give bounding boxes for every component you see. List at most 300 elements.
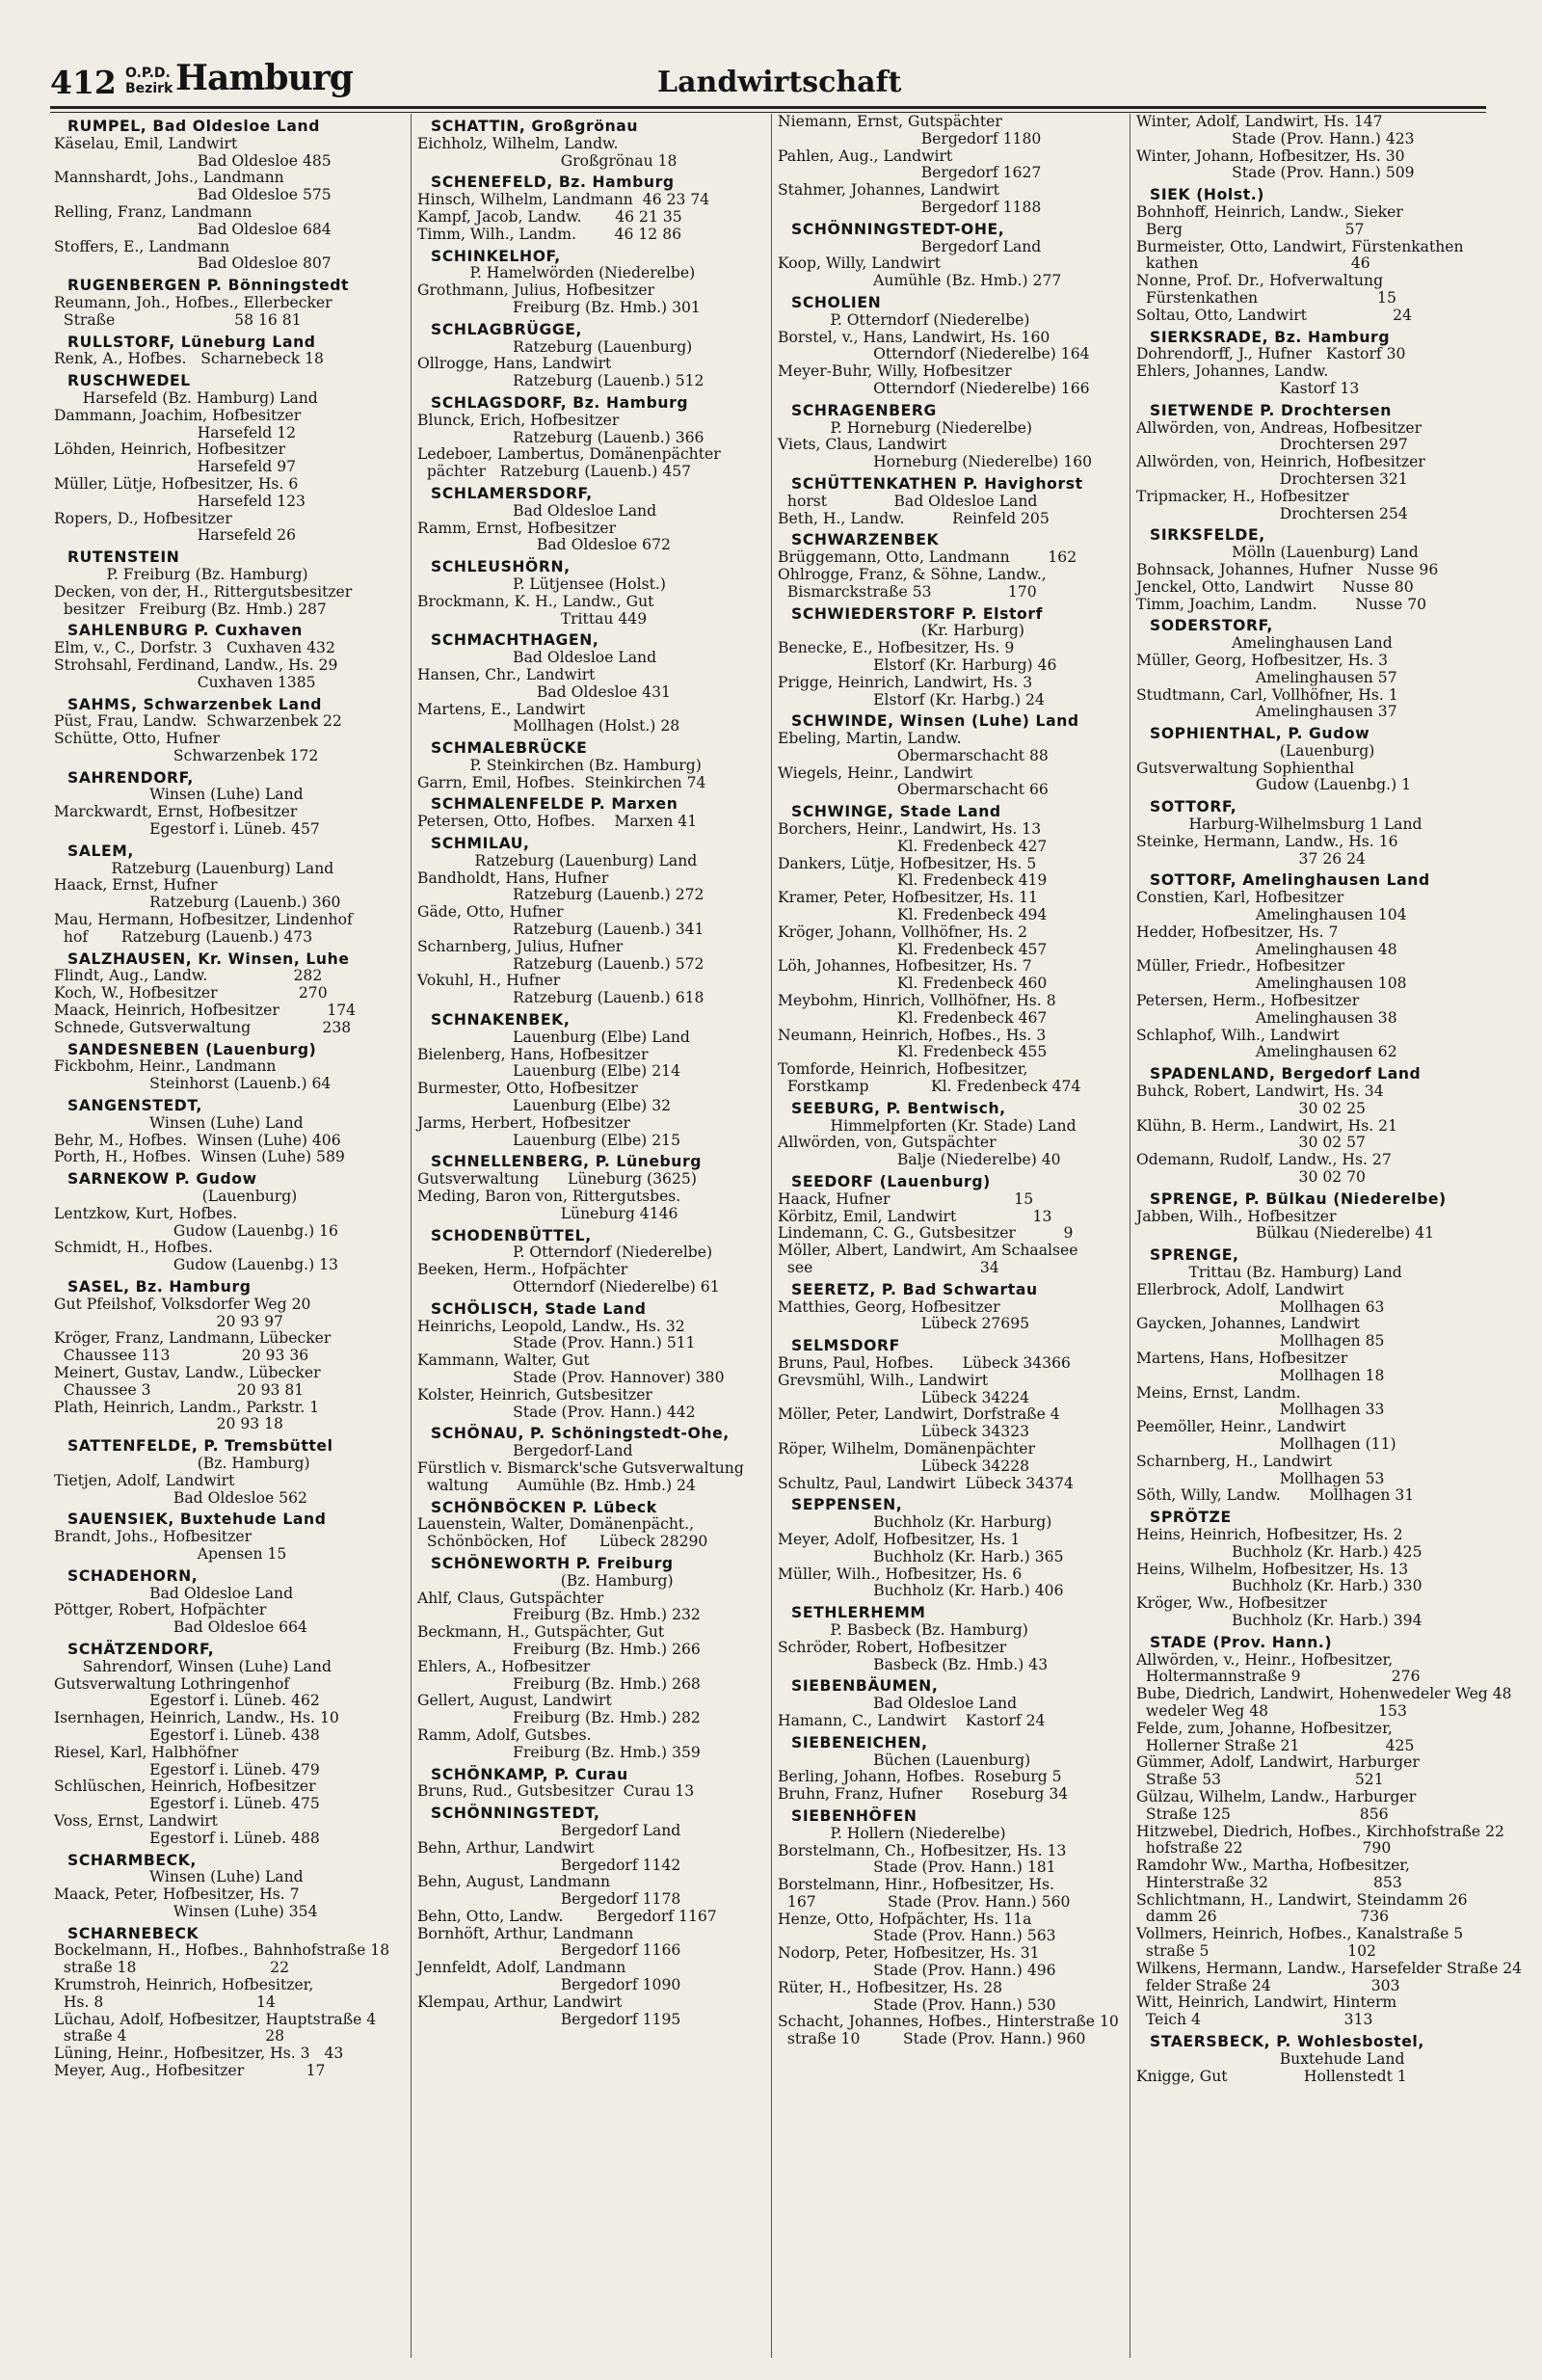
entry-line: Ratzeburg (Lauenb.) 272 xyxy=(417,886,705,904)
entry-line: Drochtersen 321 xyxy=(1136,469,1408,488)
entry-line: P. Horneburg (Niederelbe) xyxy=(778,418,1033,437)
entry-line: Kröger, Franz, Landmann, Lübecker xyxy=(54,1329,332,1348)
entry-line: Strohsahl, Ferdinand, Landw., Hs. 29 xyxy=(54,655,338,674)
town-heading: SCHARMBECK, xyxy=(67,1851,197,1869)
entry-line: Lübeck 34224 xyxy=(778,1388,1030,1406)
entry-line: Koop, Willy, Landwirt xyxy=(778,254,942,273)
entry-line: Wiegels, Heinr., Landwirt xyxy=(778,763,973,782)
opd-text: O.P.D. xyxy=(125,66,171,81)
entry-line: Ramdohr Ww., Martha, Hofbesitzer, xyxy=(1136,1857,1411,1875)
entry-line: Ehlers, Johannes, Landw. xyxy=(1136,362,1329,381)
entry-line: besitzer Freiburg (Bz. Hmb.) 287 xyxy=(54,600,327,618)
entry-line: Plath, Heinrich, Landm., Parkstr. 1 xyxy=(54,1398,320,1416)
entry-line: Egestorf i. Lüneb. 479 xyxy=(54,1760,320,1778)
entry-line: Mollhagen (11) xyxy=(1136,1434,1396,1453)
entry-line: horst Bad Oldesloe Land xyxy=(778,492,1038,510)
entry-line: Odemann, Rudolf, Landw., Hs. 27 xyxy=(1136,1151,1392,1169)
entry-line: Bad Oldesloe 562 xyxy=(54,1488,307,1507)
town-heading: SCHÜTTENKATHEN P. Havighorst xyxy=(791,474,1083,493)
entry-line: Bergedorf Land xyxy=(417,1821,681,1839)
entry-line: Bandholdt, Hans, Hufner xyxy=(417,869,609,887)
town-heading: STAERSBECK, P. Wohlesbostel, xyxy=(1150,2033,1424,2051)
entry-line: Ratzeburg (Lauenb.) 572 xyxy=(417,954,705,973)
entry-line: Trittau (Bz. Hamburg) Land xyxy=(1136,1264,1402,1281)
town-heading: SCHLAGSDORF, Bz. Hamburg xyxy=(431,393,689,412)
entry-line: Harsefeld 12 xyxy=(54,423,297,441)
entry-line: Viets, Claus, Landwirt xyxy=(778,436,947,454)
entry-line: Bockelmann, H., Hofbes., Bahnhofstraße 18 xyxy=(54,1941,390,1960)
entry-line: Lübeck 34323 xyxy=(778,1423,1030,1441)
town-heading: SIEBENBÄUMEN, xyxy=(791,1677,939,1696)
town-heading: SELMSDORF xyxy=(791,1337,900,1355)
entry-line: Schmidt, H., Hofbes. xyxy=(54,1239,213,1257)
town-heading: SCHWIEDERSTORF P. Elstorf xyxy=(791,604,1044,623)
entry-line: Harsefeld (Bz. Hamburg) Land xyxy=(54,388,318,407)
entry-line: Renk, A., Hofbes. Scharnebeck 18 xyxy=(54,350,324,368)
town-heading: SCHLAMERSDORF, xyxy=(431,484,593,502)
opd-label xyxy=(125,66,173,96)
entry-line: Basbeck (Bz. Hmb.) 43 xyxy=(778,1655,1049,1673)
header-rule xyxy=(50,106,1486,113)
column-2 xyxy=(411,114,760,2358)
entry-line: Lüneburg 4146 xyxy=(417,1204,678,1222)
entry-line: Lauenburg (Elbe) Land xyxy=(417,1028,690,1046)
entry-line: Bielenberg, Hans, Hofbesitzer xyxy=(417,1045,649,1063)
entry-line: Lauenburg (Elbe) 32 xyxy=(417,1097,672,1115)
section-title: Landwirtschaft xyxy=(657,66,902,99)
entry-line: Voss, Ernst, Landwirt xyxy=(54,1811,218,1830)
town-heading: SODERSTORF, xyxy=(1150,617,1273,635)
town-heading: SCHÖLISCH, Stade Land xyxy=(431,1299,647,1318)
town-heading: SEEBURG, P. Bentwisch, xyxy=(791,1099,1006,1117)
entry-line: Müller, Georg, Hofbesitzer, Hs. 3 xyxy=(1136,651,1389,669)
entry-line: 37 26 24 xyxy=(1136,849,1366,868)
town-heading: RUMPEL, Bad Oldesloe Land xyxy=(67,118,320,135)
entry-line: Harburg-Wilhelmsburg 1 Land xyxy=(1136,816,1422,834)
entry-line: Mollhagen 33 xyxy=(1136,1401,1385,1419)
entry-line: Heins, Heinrich, Hofbesitzer, Hs. 2 xyxy=(1136,1525,1403,1543)
entry-line: Bad Oldesloe 807 xyxy=(54,254,332,273)
entry-line: Aumühle (Bz. Hmb.) 277 xyxy=(778,272,1062,290)
entry-line: (Lauenburg) xyxy=(54,1188,298,1206)
entry-line: Benecke, E., Hofbesitzer, Hs. 9 xyxy=(778,639,1015,657)
town-heading: SCHÖNNINGSTEDT-OHE, xyxy=(791,220,1005,238)
entry-line: hofstraße 22 790 xyxy=(1136,1839,1392,1858)
entry-line: Winsen (Luhe) Land xyxy=(54,1113,304,1132)
entry-line: P. Basbeck (Bz. Hamburg) xyxy=(778,1620,1028,1639)
entry-line: 30 02 70 xyxy=(1136,1168,1366,1187)
entry-line: Witt, Heinrich, Landwirt, Hinterm xyxy=(1136,1993,1397,2012)
entry-line: Straße 53 521 xyxy=(1136,1771,1384,1789)
entry-line: Müller, Lütje, Hofbesitzer, Hs. 6 xyxy=(54,474,299,493)
entry-line: straße 10 Stade (Prov. Hann.) 960 xyxy=(778,2030,1086,2048)
bezirk-text: Bezirk xyxy=(125,81,173,96)
entry-line: Mölln (Lauenburg) Land xyxy=(1136,544,1419,562)
entry-line: Allwörden, von, Andreas, Hofbesitzer xyxy=(1136,418,1422,437)
entry-line: Jabben, Wilh., Hofbesitzer xyxy=(1136,1207,1337,1225)
entry-line: Bad Oldesloe Land xyxy=(417,501,657,520)
entry-line: Amelinghausen 62 xyxy=(1136,1043,1397,1061)
town-heading: SALZHAUSEN, Kr. Winsen, Luhe xyxy=(67,949,350,968)
entry-line: Rüter, H., Hofbesitzer, Hs. 28 xyxy=(778,1978,1003,1996)
entry-line: Ramm, Ernst, Hofbesitzer xyxy=(417,519,617,537)
entry-line: Gut Pfeilshof, Volksdorfer Weg 20 xyxy=(54,1295,311,1313)
entry-line: Löh, Johannes, Hofbesitzer, Hs. 7 xyxy=(778,957,1032,976)
entry-line: Buchholz (Kr. Harb.) 365 xyxy=(778,1547,1064,1565)
entry-line: Bad Oldesloe 575 xyxy=(54,186,332,204)
entry-line: Stade (Prov. Hann.) 509 xyxy=(1136,164,1415,182)
entry-line: Hinsch, Wilhelm, Landmann 46 23 74 xyxy=(417,191,710,209)
entry-line: Balje (Niederelbe) 40 xyxy=(778,1151,1061,1169)
entry-line: Marckwardt, Ernst, Hofbesitzer xyxy=(54,803,298,821)
entry-line: Harsefeld 26 xyxy=(54,526,297,545)
entry-line: Bergedorf 1180 xyxy=(778,129,1042,147)
entry-line: Lauenburg (Elbe) 215 xyxy=(417,1131,680,1149)
entry-line: Bohnsack, Johannes, Hufner Nusse 96 xyxy=(1136,560,1439,578)
entry-line: Elstorf (Kr. Harburg) 46 xyxy=(778,655,1057,674)
entry-line: hof Ratzeburg (Lauenb.) 473 xyxy=(54,927,313,946)
entry-line: P. Lütjensee (Holst.) xyxy=(417,575,666,593)
entry-line: Winsen (Luhe) Land xyxy=(54,786,304,804)
entry-line: Dohrendorff, J., Hufner Kastorf 30 xyxy=(1136,345,1406,363)
entry-line: Ratzeburg (Lauenburg) Land xyxy=(54,859,334,877)
entry-line: Klühn, B. Herm., Landwirt, Hs. 21 xyxy=(1136,1116,1397,1135)
town-heading: RULLSTORF, Lüneburg Land xyxy=(67,333,316,351)
entry-line: (Bz. Hamburg) xyxy=(417,1571,674,1590)
entry-line: Meyer, Aug., Hofbesitzer 17 xyxy=(54,2062,326,2080)
entry-line: Bergedorf 1627 xyxy=(778,164,1042,182)
entry-line: Drochtersen 254 xyxy=(1136,504,1408,522)
entry-line: Harsefeld 97 xyxy=(54,458,297,476)
entry-line: (Lauenburg) xyxy=(1136,741,1375,760)
entry-line: Egestorf i. Lüneb. 457 xyxy=(54,820,320,839)
entry-line: Hamann, C., Landwirt Kastorf 24 xyxy=(778,1711,1046,1729)
entry-line: Allwörden, von, Heinrich, Hofbesitzer xyxy=(1136,453,1425,471)
entry-line: Apensen 15 xyxy=(54,1544,287,1563)
entry-line: Bad Oldesloe Land xyxy=(778,1695,1018,1713)
entry-line: Allwörden, v., Heinr., Hofbesitzer, xyxy=(1136,1650,1394,1669)
entry-line: Koch, W., Hofbesitzer 270 xyxy=(54,984,328,1003)
entry-line: Gutsverwaltung Lothringenhof xyxy=(54,1674,290,1693)
entry-line: Nonne, Prof. Dr., Hofverwaltung xyxy=(1136,272,1384,290)
town-heading: SCHÖNAU, P. Schöningstedt-Ohe, xyxy=(431,1425,730,1443)
town-heading: SANDESNEBEN (Lauenburg) xyxy=(67,1040,317,1058)
entry-line: Löhden, Heinrich, Hofbesitzer xyxy=(54,441,286,459)
entry-line: Stade (Prov. Hann.) 563 xyxy=(778,1927,1056,1945)
entry-line: Gudow (Lauenbg.) 13 xyxy=(54,1256,338,1274)
entry-line: Amelinghausen 38 xyxy=(1136,1008,1397,1027)
entry-line: Amelinghausen 48 xyxy=(1136,940,1397,958)
entry-line: Tietjen, Adolf, Landwirt xyxy=(54,1471,235,1489)
entry-line: Studtmann, Carl, Vollhöfner, Hs. 1 xyxy=(1136,685,1398,704)
entry-line: Pöttger, Robert, Hofpächter xyxy=(54,1601,267,1619)
entry-line: Knigge, Gut Hollenstedt 1 xyxy=(1136,2067,1407,2085)
entry-line: (Bz. Hamburg) xyxy=(54,1454,310,1472)
entry-line: Bube, Diedrich, Landwirt, Hohenwedeler Weg 48 xyxy=(1136,1685,1512,1703)
entry-line: Hansen, Chr., Landwirt xyxy=(417,665,596,683)
entry-line: Mollhagen (Holst.) 28 xyxy=(417,717,680,735)
entry-line: Maack, Peter, Hofbesitzer, Hs. 7 xyxy=(54,1885,300,1904)
town-heading: SCHATTIN, Großgrönau xyxy=(431,118,639,135)
town-heading: SCHMILAU, xyxy=(431,835,530,853)
town-heading: SOTTORF, xyxy=(1150,798,1237,816)
entry-line: Forstkamp Kl. Fredenbeck 474 xyxy=(778,1078,1081,1096)
entry-line: Behr, M., Hofbes. Winsen (Luhe) 406 xyxy=(54,1131,341,1149)
entry-line: Püst, Frau, Landw. Schwarzenbek 22 xyxy=(54,712,342,731)
entry-line: Lüning, Heinr., Hofbesitzer, Hs. 3 43 xyxy=(54,2045,344,2063)
entry-line: Ratzeburg (Lauenb.) 618 xyxy=(417,989,705,1007)
town-heading: SANGENSTEDT, xyxy=(67,1097,202,1115)
entry-line: Kl. Fredenbeck 460 xyxy=(778,975,1048,993)
entry-line: Gaycken, Johannes, Landwirt xyxy=(1136,1315,1360,1333)
entry-line: Ratzeburg (Lauenb.) 512 xyxy=(417,372,705,390)
entry-line: Obermarschacht 88 xyxy=(778,746,1049,764)
entry-line: Brandt, Johs., Hofbesitzer xyxy=(54,1528,253,1546)
entry-line: Behn, Arthur, Landwirt xyxy=(417,1838,595,1857)
entry-line: Amelinghausen 37 xyxy=(1136,703,1397,721)
entry-line: Lübeck 34228 xyxy=(778,1457,1030,1475)
entry-line: Scharnberg, Julius, Hufner xyxy=(417,937,624,955)
entry-line: Harsefeld 123 xyxy=(54,492,306,510)
entry-line: Steinke, Hermann, Landw., Hs. 16 xyxy=(1136,832,1398,850)
town-heading: SCHLEUSHÖRN, xyxy=(431,558,571,576)
entry-line: Amelinghausen 57 xyxy=(1136,668,1397,686)
entry-line: Müller, Wilh., Hofbesitzer, Hs. 6 xyxy=(778,1564,1023,1583)
entry-line: Schönböcken, Hof Lübeck 28290 xyxy=(417,1533,708,1551)
entry-line: Bergedorf 1166 xyxy=(417,1941,681,1960)
town-heading: SCHOLIEN xyxy=(791,293,882,311)
town-heading: SCHARNEBECK xyxy=(67,1924,199,1942)
entry-line: Bohnhoff, Heinrich, Landw., Sieker xyxy=(1136,202,1403,221)
entry-line: Neumann, Heinrich, Hofbes., Hs. 3 xyxy=(778,1026,1047,1044)
entry-line: Mau, Hermann, Hofbesitzer, Lindenhof xyxy=(54,911,353,929)
entry-line: Kolster, Heinrich, Gutsbesitzer xyxy=(417,1385,652,1404)
town-heading: SEPPENSEN, xyxy=(791,1496,903,1514)
town-heading: SCHINKELHOF, xyxy=(431,247,561,265)
entry-line: Egestorf i. Lüneb. 475 xyxy=(54,1795,320,1813)
entry-line: Otterndorf (Niederelbe) 166 xyxy=(778,379,1090,397)
town-heading: SAHRENDORF, xyxy=(67,768,194,787)
entry-line: Freiburg (Bz. Hmb.) 266 xyxy=(417,1640,701,1658)
column-3 xyxy=(771,114,1121,2358)
entry-line: Flindt, Aug., Landw. 282 xyxy=(54,967,323,985)
entry-line: Stade (Prov. Hann.) 530 xyxy=(778,1995,1056,2014)
entry-line: Schlichtmann, H., Landwirt, Steindamm 26 xyxy=(1136,1890,1468,1909)
entry-line: Borstel, v., Hans, Landwirt, Hs. 160 xyxy=(778,328,1050,346)
entry-line: Amelinghausen 104 xyxy=(1136,906,1407,924)
town-heading: SCHWARZENBEK xyxy=(791,531,940,549)
entry-line: Stade (Prov. Hann.) 511 xyxy=(417,1334,696,1352)
entry-line: 30 02 57 xyxy=(1136,1134,1366,1152)
entry-line: Maack, Heinrich, Hofbesitzer 174 xyxy=(54,1002,357,1020)
town-heading: SCHADEHORN, xyxy=(67,1566,199,1585)
entry-line: Amelinghausen Land xyxy=(1136,634,1393,653)
entry-line: Bruns, Rud., Gutsbesitzer Curau 13 xyxy=(417,1782,695,1801)
entry-line: Gutsverwaltung Lüneburg (3625) xyxy=(417,1170,697,1189)
entry-line: Soltau, Otto, Landwirt 24 xyxy=(1136,306,1412,324)
entry-line: Stade (Prov. Hann.) 496 xyxy=(778,1962,1056,1980)
entry-line: Haack, Ernst, Hufner xyxy=(54,876,218,895)
entry-line: P. Steinkirchen (Bz. Hamburg) xyxy=(417,756,702,774)
entry-line: Dankers, Lütje, Hofbesitzer, Hs. 5 xyxy=(778,854,1037,872)
entry-line: Holtermannstraße 9 276 xyxy=(1136,1668,1421,1686)
entry-line: Gümmer, Adolf, Landwirt, Harburger xyxy=(1136,1753,1420,1772)
entry-line: Ollrogge, Hans, Landwirt xyxy=(417,355,612,373)
town-heading: SCHRAGENBERG xyxy=(791,401,937,419)
entry-line: Elstorf (Kr. Harbg.) 24 xyxy=(778,690,1045,709)
entry-line: Meybohm, Hinrich, Vollhöfner, Hs. 8 xyxy=(778,992,1056,1010)
entry-line: Möller, Albert, Landwirt, Am Schaalsee xyxy=(778,1242,1078,1260)
entry-line: Bergedorf 1142 xyxy=(417,1856,681,1874)
entry-line: 167 Stade (Prov. Hann.) 560 xyxy=(778,1892,1071,1911)
entry-line: Kröger, Johann, Vollhöfner, Hs. 2 xyxy=(778,923,1028,941)
entry-line: Schacht, Johannes, Hofbes., Hinterstraße 10 xyxy=(778,2013,1119,2031)
entry-line: Himmelpforten (Kr. Stade) Land xyxy=(778,1116,1077,1135)
entry-line: Buchholz (Kr. Harb.) 394 xyxy=(1136,1611,1422,1629)
entry-line: Timm, Wilh., Landm. 46 12 86 xyxy=(417,225,682,243)
entry-line: Garrn, Emil, Hofbes. Steinkirchen 74 xyxy=(417,773,706,791)
town-heading: SCHÖNEWORTH P. Freiburg xyxy=(431,1554,674,1572)
entry-line: Büchen (Lauenburg) xyxy=(778,1751,1031,1769)
entry-line: Amelinghausen 108 xyxy=(1136,975,1407,993)
entry-line: Buxtehude Land xyxy=(1136,2049,1405,2068)
entry-line: Bergedorf 1188 xyxy=(778,198,1042,216)
entry-line: Scharnberg, H., Landwirt xyxy=(1136,1452,1333,1470)
town-heading: SCHÄTZENDORF, xyxy=(67,1640,215,1658)
town-heading: SEERETZ, P. Bad Schwartau xyxy=(791,1280,1038,1298)
town-heading: SCHWINDE, Winsen (Luhe) Land xyxy=(791,712,1079,731)
entry-line: P. Otterndorf (Niederelbe) xyxy=(417,1243,713,1262)
entry-line: Körbitz, Emil, Landwirt 13 xyxy=(778,1207,1052,1225)
entry-line: Egestorf i. Lüneb. 438 xyxy=(54,1725,320,1744)
entry-line: Winter, Johann, Hofbesitzer, Hs. 30 xyxy=(1136,147,1405,165)
town-heading: RUTENSTEIN xyxy=(67,548,180,567)
entry-line: Kl. Fredenbeck 427 xyxy=(778,837,1048,855)
entry-line: pächter Ratzeburg (Lauenb.) 457 xyxy=(417,463,692,481)
entry-line: Trittau 449 xyxy=(417,609,648,628)
entry-line: Schröder, Robert, Hofbesitzer xyxy=(778,1638,1007,1656)
entry-line: Stade (Prov. Hann.) 181 xyxy=(778,1859,1056,1877)
entry-line: Fürstenkathen 15 xyxy=(1136,288,1396,307)
entry-line: Kl. Fredenbeck 455 xyxy=(778,1043,1048,1061)
town-heading: RUGENBERGEN P. Bönningstedt xyxy=(67,277,350,295)
entry-line: Bornhöft, Arthur, Landmann xyxy=(417,1924,634,1942)
entry-line: Isernhagen, Heinrich, Landw., Hs. 10 xyxy=(54,1709,339,1727)
entry-line: Käselau, Emil, Landwirt xyxy=(54,134,238,152)
town-heading: SAUENSIEK, Buxtehude Land xyxy=(67,1511,327,1529)
entry-line: Schwarzenbek 172 xyxy=(54,746,319,764)
page-header xyxy=(50,60,1486,106)
entry-line: Vokuhl, H., Hufner xyxy=(417,972,561,990)
entry-line: Allwörden, von, Gutspächter xyxy=(778,1134,997,1152)
town-heading: SAHMS, Schwarzenbek Land xyxy=(67,695,323,713)
entry-line: Ahlf, Claus, Gutspächter xyxy=(417,1589,604,1607)
entry-line: Ratzeburg (Lauenb.) 341 xyxy=(417,921,705,939)
entry-line: Egestorf i. Lüneb. 488 xyxy=(54,1829,320,1847)
entry-line: Straße 58 16 81 xyxy=(54,310,302,329)
entry-line: Wilkens, Hermann, Landw., Harsefelder Straße 24 xyxy=(1136,1959,1523,1977)
entry-line: Brüggemann, Otto, Landmann 162 xyxy=(778,548,1077,567)
town-heading: SCHLAGBRÜGGE, xyxy=(431,320,583,338)
entry-line: Meinert, Gustav, Landw., Lübecker xyxy=(54,1363,321,1381)
entry-line: Hinterstraße 32 853 xyxy=(1136,1873,1402,1891)
entry-line: kathen 46 xyxy=(1136,254,1370,273)
entry-line: Kl. Fredenbeck 494 xyxy=(778,906,1048,924)
entry-line: Schlaphof, Wilh., Landwirt xyxy=(1136,1026,1340,1044)
entry-line: Mannshardt, Johs., Landmann xyxy=(54,169,284,187)
entry-line: Berling, Johann, Hofbes. Roseburg 5 xyxy=(778,1768,1062,1786)
entry-line: Otterndorf (Niederelbe) 164 xyxy=(778,345,1090,363)
entry-line: Schlüschen, Heinrich, Hofbesitzer xyxy=(54,1778,316,1796)
entry-line: Niemann, Ernst, Gutspächter xyxy=(778,113,1002,130)
entry-line: 30 02 25 xyxy=(1136,1099,1366,1117)
entry-line: Drochtersen 297 xyxy=(1136,436,1408,454)
column-1 xyxy=(54,114,401,2358)
entry-line: Klempau, Arthur, Landwirt xyxy=(417,1992,623,2011)
entry-line: Bad Oldesloe 672 xyxy=(417,536,671,554)
entry-line: Meins, Ernst, Landm. xyxy=(1136,1383,1301,1402)
entry-line: Heinrichs, Leopold, Landw., Hs. 32 xyxy=(417,1317,685,1335)
entry-line: Buchholz (Kr. Harb.) 406 xyxy=(778,1582,1064,1600)
town-heading: SCHMACHTHAGEN, xyxy=(431,631,599,650)
entry-line: Prigge, Heinrich, Landwirt, Hs. 3 xyxy=(778,673,1033,691)
town-heading: SPRÖTZE xyxy=(1150,1509,1232,1527)
town-heading: SCHÖNBÖCKEN P. Lübeck xyxy=(431,1498,657,1516)
entry-line: Felde, zum, Johanne, Hofbesitzer, xyxy=(1136,1719,1393,1737)
entry-line: Martens, E., Landwirt xyxy=(417,700,586,718)
entry-line: Hedder, Hofbesitzer, Hs. 7 xyxy=(1136,923,1339,941)
entry-line: Teich 4 313 xyxy=(1136,2011,1373,2029)
entry-line: Bergedorf 1178 xyxy=(417,1890,681,1909)
entry-line: felder Straße 24 303 xyxy=(1136,1976,1400,1994)
entry-line: Meding, Baron von, Rittergutsbes. xyxy=(417,1188,681,1206)
entry-line: Hitzwebel, Diedrich, Hofbes., Kirchhofstraße 22 xyxy=(1136,1822,1504,1840)
entry-line: Borchers, Heinr., Landwirt, Hs. 13 xyxy=(778,820,1042,839)
town-heading: SCHODENBÜTTEL, xyxy=(431,1226,592,1244)
entry-line: Jenckel, Otto, Landwirt Nusse 80 xyxy=(1136,577,1414,596)
entry-line: Cuxhaven 1385 xyxy=(54,673,316,691)
entry-line: Stade (Prov. Hann.) 423 xyxy=(1136,129,1415,147)
entry-line: Lauenburg (Elbe) 214 xyxy=(417,1062,680,1081)
entry-line: Stade (Prov. Hannover) 380 xyxy=(417,1368,725,1386)
entry-line: Gutsverwaltung Sophienthal xyxy=(1136,759,1355,777)
entry-line: Bad Oldesloe 664 xyxy=(54,1618,307,1637)
entry-line: Tripmacker, H., Hofbesitzer xyxy=(1136,487,1349,505)
entry-line: Mollhagen 18 xyxy=(1136,1366,1385,1384)
entry-line: Röper, Wilhelm, Domänenpächter xyxy=(778,1439,1035,1457)
entry-line: Berg 57 xyxy=(1136,220,1365,238)
entry-line: Möller, Peter, Landwirt, Dorfstraße 4 xyxy=(778,1405,1060,1424)
entry-line: Hs. 8 14 xyxy=(54,1992,276,2011)
town-heading: RUSCHWEDEL xyxy=(67,372,191,390)
entry-line: Krumstroh, Heinrich, Hofbesitzer, xyxy=(54,1976,314,1994)
entry-line: Heins, Wilhelm, Hofbesitzer, Hs. 13 xyxy=(1136,1560,1409,1578)
entry-line: Lentzkow, Kurt, Hofbes. xyxy=(54,1204,238,1222)
entry-line: Chaussee 113 20 93 36 xyxy=(54,1347,309,1365)
city-title: Hamburg xyxy=(175,58,353,98)
entry-line: Timm, Joachim, Landm. Nusse 70 xyxy=(1136,595,1427,613)
entry-line: Nodorp, Peter, Hofbesitzer, Hs. 31 xyxy=(778,1944,1040,1963)
entry-line: P. Otterndorf (Niederelbe) xyxy=(778,310,1030,329)
town-heading: SOPHIENTHAL, P. Gudow xyxy=(1150,725,1370,743)
entry-line: Vollmers, Heinrich, Hofbes., Kanalstraße 5 xyxy=(1136,1925,1464,1943)
town-heading: SIEK (Holst.) xyxy=(1150,186,1265,204)
town-heading: SAHLENBURG P. Cuxhaven xyxy=(67,622,303,640)
entry-line: Stade (Prov. Hann.) 442 xyxy=(417,1403,696,1421)
entry-line: Kl. Fredenbeck 419 xyxy=(778,871,1048,890)
entry-line: Bruns, Paul, Hofbes. Lübeck 34366 xyxy=(778,1353,1071,1372)
entry-line: Pahlen, Aug., Landwirt xyxy=(778,147,953,165)
